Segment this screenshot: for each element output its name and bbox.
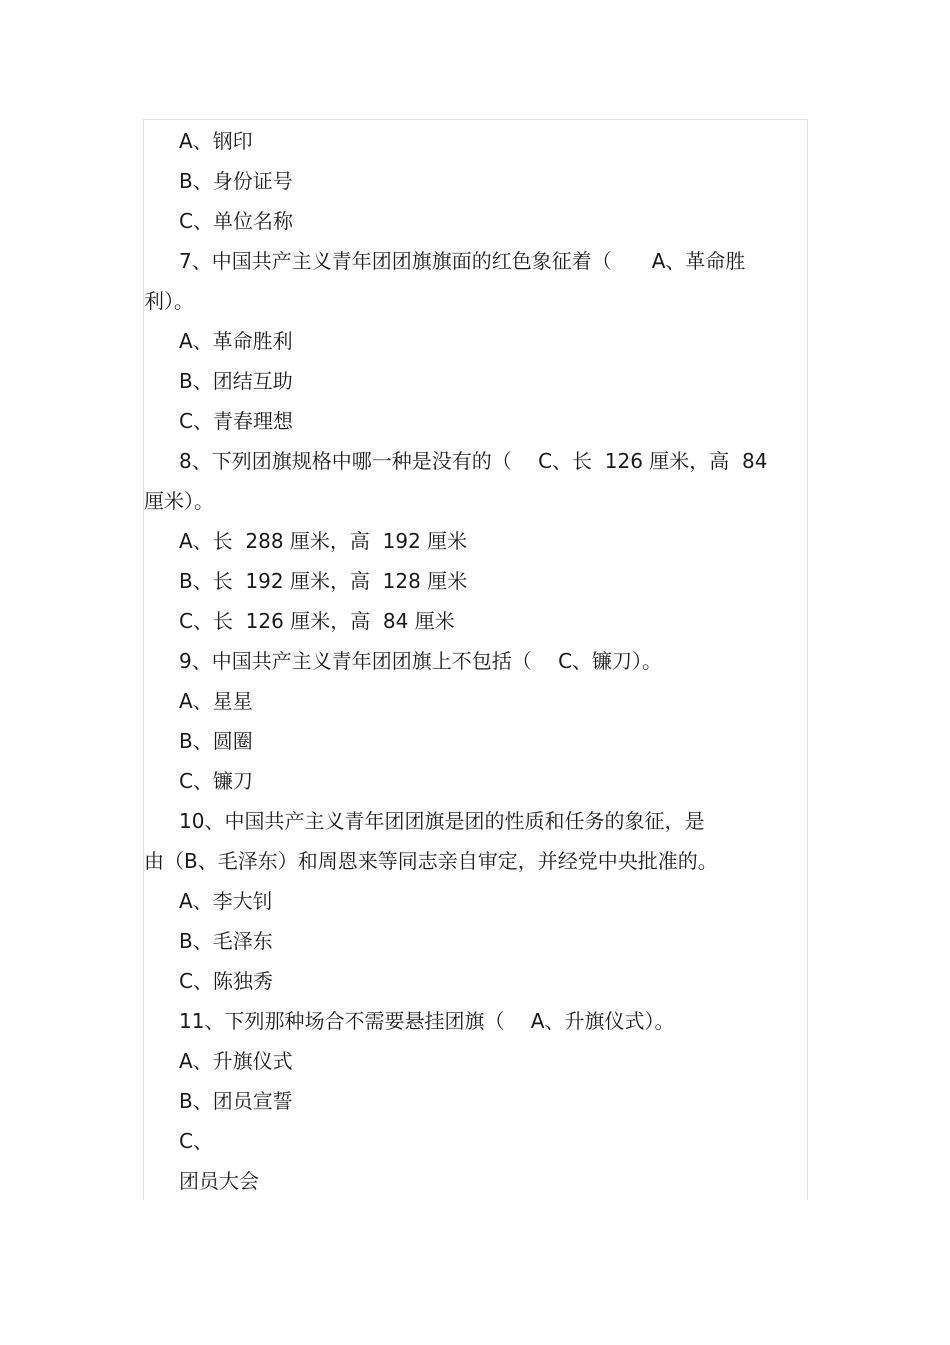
option-line: A、李大钊: [179, 889, 273, 913]
option-line: B、长 192 厘米，高 128 厘米: [179, 569, 468, 593]
question-10-continuation: 由（B、毛泽东）和周恩来等同志亲自审定，并经党中央批准的。: [144, 849, 718, 873]
option-line: A、长 288 厘米，高 192 厘米: [179, 529, 468, 553]
question-7-continuation: 利）。: [144, 289, 194, 313]
document-page: [143, 119, 808, 1200]
option-line: A、升旗仪式: [179, 1049, 293, 1073]
option-line: A、革命胜利: [179, 329, 293, 353]
question-9: 9、中国共产主义青年团团旗上不包括（ C、镰刀）。: [179, 649, 663, 673]
question-11: 11、下列那种场合不需要悬挂团旗（ A、升旗仪式）。: [179, 1009, 675, 1033]
option-line: B、团员宣誓: [179, 1089, 293, 1113]
option-line: C、长 126 厘米，高 84 厘米: [179, 609, 455, 633]
option-line: C、镰刀: [179, 769, 253, 793]
option-line: B、圆圈: [179, 729, 253, 753]
option-line: B、团结互助: [179, 369, 293, 393]
option-line: C、: [179, 1129, 213, 1153]
option-line: A、星星: [179, 689, 253, 713]
option-line: C、单位名称: [179, 209, 293, 233]
question-8-continuation: 厘米）。: [144, 489, 214, 513]
option-line: B、身份证号: [179, 169, 293, 193]
option-line: A、钢印: [179, 129, 253, 153]
option-line: C、青春理想: [179, 409, 293, 433]
option-line: C、陈独秀: [179, 969, 273, 993]
option-line: 团员大会: [179, 1169, 259, 1193]
question-10: 10、中国共产主义青年团团旗是团的性质和任务的象征，是: [179, 809, 705, 833]
option-line: B、毛泽东: [179, 929, 273, 953]
question-7: 7、中国共产主义青年团团旗旗面的红色象征着（ A、革命胜: [179, 249, 746, 273]
question-8: 8、下列团旗规格中哪一种是没有的（ C、长 126 厘米，高 84: [179, 449, 768, 473]
